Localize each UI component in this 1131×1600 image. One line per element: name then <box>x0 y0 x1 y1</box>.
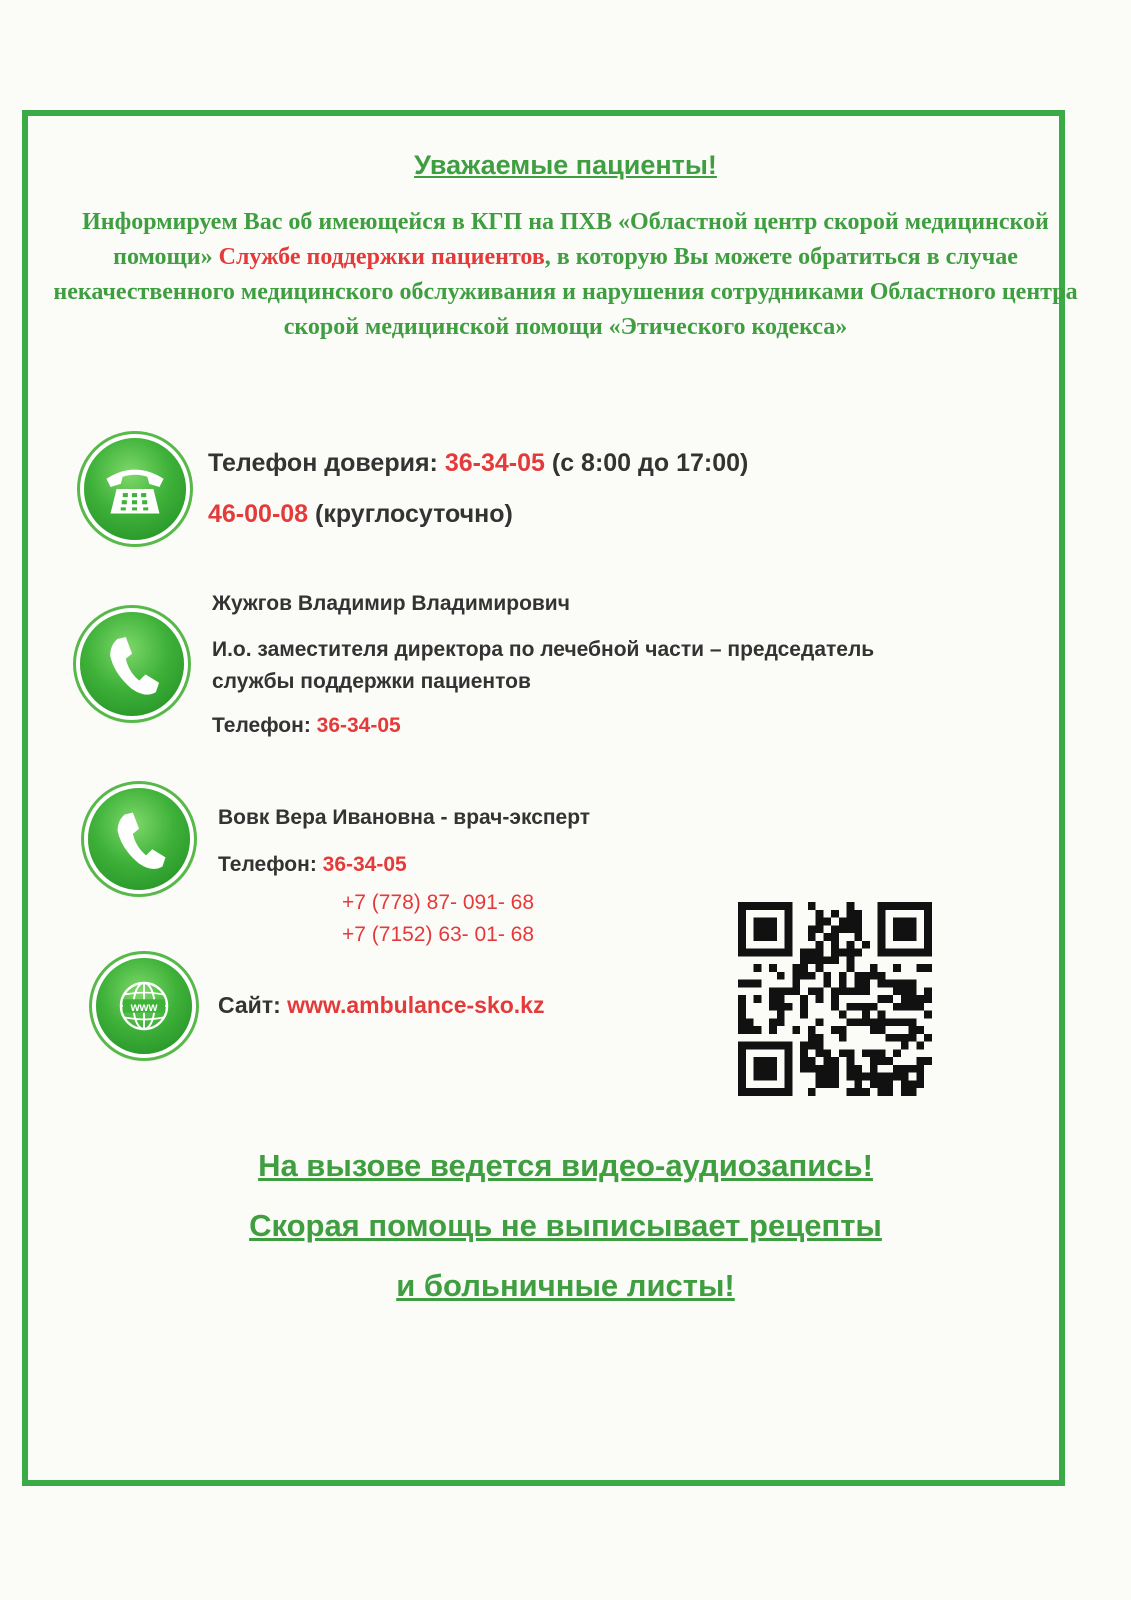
intro-highlight: Службе поддержки пациентов <box>218 244 545 270</box>
hotline-phone-2: 46-00-08 <box>208 500 309 528</box>
contact2-phone: 36-34-05 <box>322 853 407 876</box>
footer-line-1: На вызове ведется видео-аудиозапись! <box>258 1148 873 1183</box>
hotline-phone: 36-34-05 <box>444 449 545 477</box>
site-line <box>218 992 544 1019</box>
contact1-phone-label: Телефон: <box>212 714 317 737</box>
footer-line-3: и больничные листы! <box>396 1268 735 1303</box>
footer-line-2: Скорая помощь не выписывает рецепты <box>249 1208 882 1243</box>
contact2-phone-label: Телефон: <box>218 853 323 876</box>
intro-paragraph <box>40 205 1091 345</box>
contact1-role-1: И.о. заместителя директора по лечебной части – председатель <box>212 638 875 661</box>
telephone-icon <box>84 438 186 540</box>
contact2-mobile-2: +7 (7152) 63- 01- 68 <box>342 923 535 946</box>
hotline-hours-2: (круглосуточно) <box>308 500 513 528</box>
hotline-line-2 <box>208 500 513 529</box>
qr-code[interactable] <box>738 902 932 1096</box>
intro-text-2: , в которую Вы можете обратиться в случае некачественного медицинского обслуживания и нарушения сотрудниками Областного центра скорой медицинской помощи «Этического кодекса» <box>53 244 1078 340</box>
site-url[interactable]: www.ambulance-sko.kz <box>287 992 545 1018</box>
phone-handset-icon <box>88 788 190 890</box>
intro-text-1: Информируем Вас об имеющейся в КГП на ПХВ «Областной центр скорой медицинской помощи» <box>82 209 1049 270</box>
contact1-phone-line <box>212 714 401 738</box>
site-label: Сайт: <box>218 992 288 1018</box>
globe-www-icon <box>96 958 192 1054</box>
svg-text:www: www <box>130 1001 158 1014</box>
contact1-phone: 36-34-05 <box>316 714 401 737</box>
contact2-name: Вовк Вера Ивановна - врач-эксперт <box>218 806 591 829</box>
phone-handset-icon <box>80 612 184 716</box>
page-title: Уважаемые пациенты! <box>414 150 717 180</box>
hotline-hours: (с 8:00 до 17:00) <box>544 449 749 477</box>
contact2-mobile-1: +7 (778) 87- 091- 68 <box>342 891 535 914</box>
hotline-label: Телефон доверия: <box>208 449 445 477</box>
contact2-phone-line <box>218 853 407 877</box>
contact1-name: Жужгов Владимир Владимирович <box>212 592 570 615</box>
hotline-line <box>208 449 748 478</box>
contact1-role-2: службы поддержки пациентов <box>212 670 531 693</box>
